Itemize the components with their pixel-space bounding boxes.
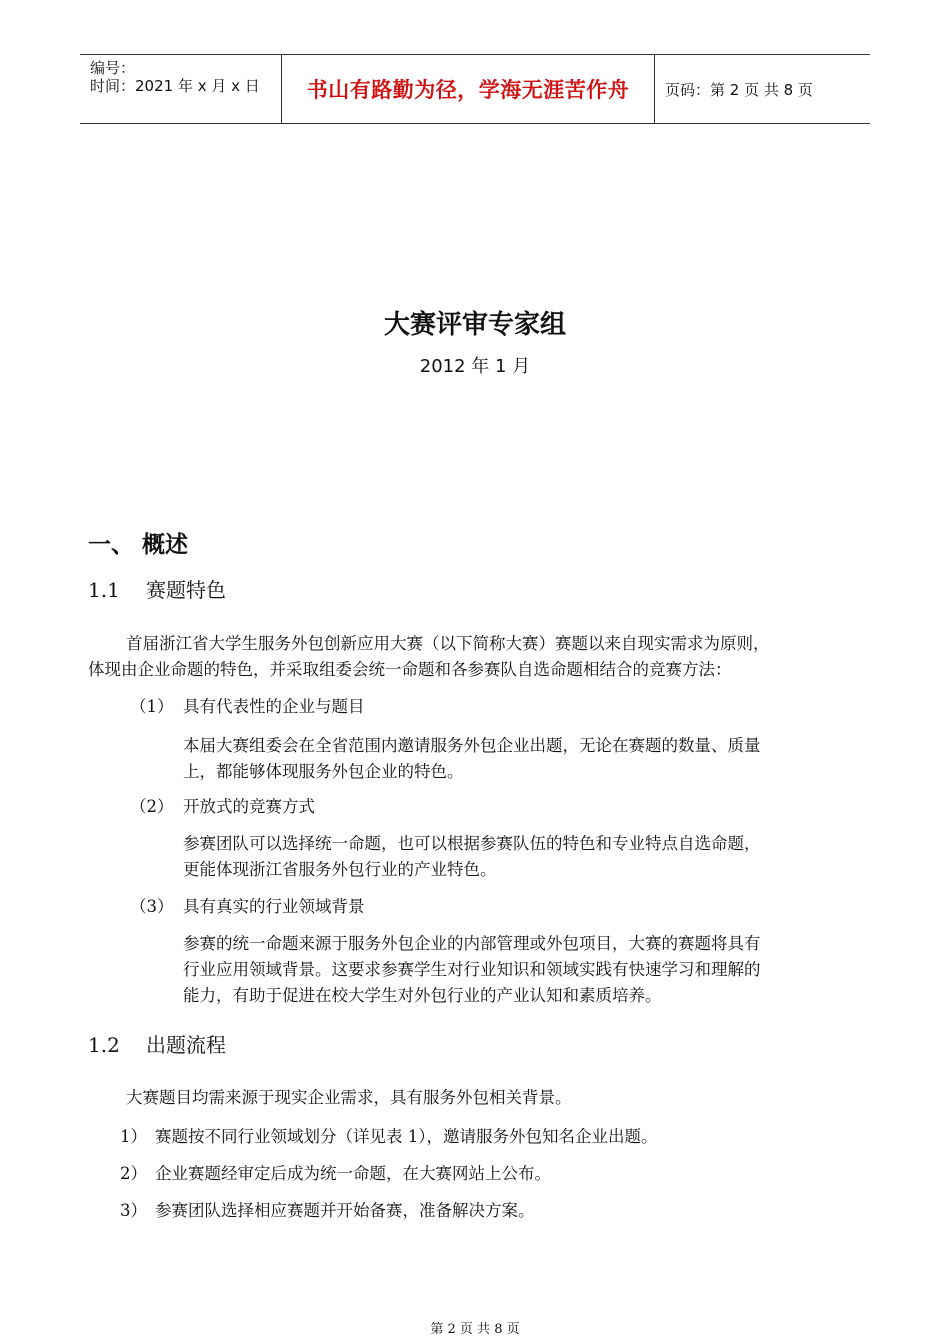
list-item-text: 更能体现浙江省服务外包行业的产业特色。 xyxy=(183,860,497,879)
document-title: 大赛评审专家组 xyxy=(383,310,566,340)
page-header xyxy=(80,54,870,124)
step-text: 参赛团队选择相应赛题并开始备赛，准备解决方案。 xyxy=(155,1201,535,1220)
header-motto: 书山有路勤为径，学海无涯苦作舟 xyxy=(306,78,630,102)
subsection-heading xyxy=(88,1029,226,1058)
step-text: 赛题按不同行业领域划分（详见表 1），邀请服务外包知名企业出题。 xyxy=(155,1127,658,1146)
step-marker: 3） xyxy=(120,1201,147,1220)
header-number-label: 编号： xyxy=(90,59,136,77)
step-marker: 1） xyxy=(120,1127,147,1146)
list-item-marker: （1） xyxy=(130,697,174,716)
list-item-text: 上，都能够体现服务外包企业的特色。 xyxy=(183,762,464,781)
document-date: 2012 年 1 月 xyxy=(419,356,531,377)
list-item-text: 行业应用领域背景。这要求参赛学生对行业知识和领域实践有快速学习和理解的 xyxy=(183,960,761,979)
step-text: 企业赛题经审定后成为统一命题，在大赛网站上公布。 xyxy=(155,1164,551,1183)
list-item-text: 参赛的统一命题来源于服务外包企业的内部管理或外包项目，大赛的赛题将具有 xyxy=(183,934,761,953)
header-page-info: 页码：第 2 页 共 8 页 xyxy=(665,80,813,99)
header-time-label: 时间：2021 年 x 月 x 日 xyxy=(90,77,260,95)
list-item-title: 具有代表性的企业与题目 xyxy=(183,697,365,716)
header-divider xyxy=(654,55,655,123)
subsection-number: 1.2 xyxy=(88,1033,120,1057)
list-item-marker: （2） xyxy=(130,797,174,816)
list-item-text: 能力，有助于促进在校大学生对外包行业的产业认知和素质培养。 xyxy=(183,986,662,1005)
list-item-text: 参赛团队可以选择统一命题，也可以根据参赛队伍的特色和专业特点自选命题， xyxy=(183,834,761,853)
paragraph-line: 体现由企业命题的特色，并采取组委会统一命题和各参赛队自选命题相结合的竞赛方法： xyxy=(88,660,732,679)
list-item-title: 具有真实的行业领域背景 xyxy=(183,897,365,916)
subsection-title: 赛题特色 xyxy=(146,578,226,602)
paragraph-line: 首届浙江省大学生服务外包创新应用大赛（以下简称大赛）赛题以来自现实需求为原则， xyxy=(126,634,770,653)
subsection-title: 出题流程 xyxy=(146,1033,226,1057)
header-meta xyxy=(90,59,260,95)
list-item-marker: （3） xyxy=(130,897,174,916)
step-marker: 2） xyxy=(120,1164,147,1183)
paragraph-line: 大赛题目均需来源于现实企业需求，具有服务外包相关背景。 xyxy=(126,1088,572,1107)
list-item-text: 本届大赛组委会在全省范围内邀请服务外包企业出题，无论在赛题的数量、质量 xyxy=(183,736,761,755)
subsection-number: 1.1 xyxy=(88,578,120,602)
section-heading: 一、 概述 xyxy=(88,532,189,558)
list-item-title: 开放式的竞赛方式 xyxy=(183,797,315,816)
page-footer: 第 2 页 共 8 页 xyxy=(430,1322,520,1337)
subsection-heading xyxy=(88,574,226,603)
